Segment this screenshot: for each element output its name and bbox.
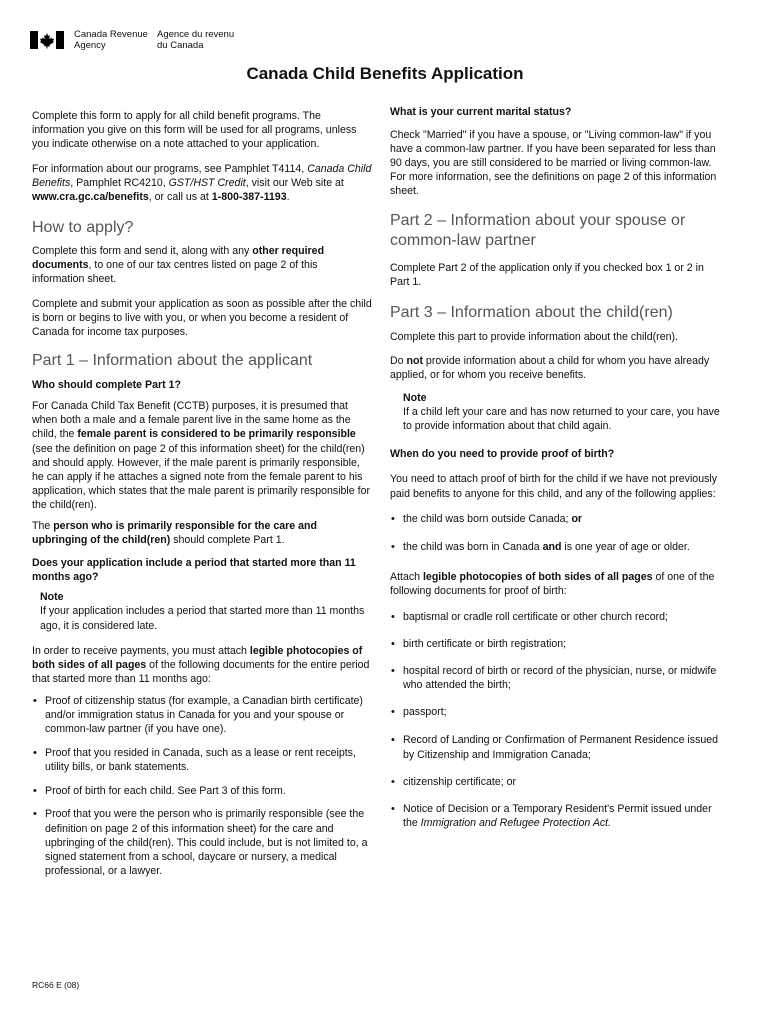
- cond1-or: or: [571, 512, 583, 525]
- order-text-a: In order to receive payments, you must attach: [32, 644, 250, 657]
- marital-heading: What is your current marital status?: [390, 106, 572, 118]
- part1-heading: Part 1 – Information about the applicant: [32, 352, 313, 370]
- cond2-text-c: is one year of age or older.: [561, 540, 690, 553]
- document-title: Canada Child Benefits Application: [246, 64, 524, 83]
- intro-paragraph: Complete this form to apply for all child benefit programs. The information you give on this form will be used for all programs, unless you indicate otherwise on a note attached to your application.: [32, 110, 357, 151]
- order-text-c: of the following documents for the entire period that started more than 11 months ago:: [32, 658, 370, 685]
- part3-heading: Part 3 – Information about the child(ren): [390, 303, 673, 321]
- website-link[interactable]: www.cra.gc.ca/benefits: [32, 191, 149, 204]
- how-to-apply-heading: How to apply?: [32, 218, 134, 236]
- required-documents-list: [32, 694, 372, 878]
- agency-fr-line1: Agence du revenu: [157, 29, 235, 40]
- cond2-and: and: [542, 540, 562, 553]
- list-item: [390, 512, 722, 526]
- act-title: Immigration and Refugee Protection Act.: [420, 816, 612, 829]
- proof-heading: When do you need to provide proof of birth?: [390, 448, 615, 461]
- info-text-e: , visit our Web site at: [245, 177, 344, 190]
- person-text-b: person who is primarily responsible for the care and upbringing of the child(ren): [32, 519, 317, 547]
- right-column: [390, 105, 722, 830]
- person-text-a: The: [32, 519, 54, 532]
- pamphlet-rc4210-title: GST/HST Credit: [168, 177, 246, 190]
- canada-flag-icon: [30, 31, 64, 49]
- form-code: RC66 E (08): [32, 980, 80, 990]
- right-note-text: If a child left your care and has now returned to your care, you have to provide information about that child again.: [403, 406, 720, 433]
- list-item: • Proof that you resided in Canada, such as a lease or rent receipts, utility bills, or bank statements.: [32, 746, 372, 774]
- proof-paragraph: You need to attach proof of birth for the child if we have not previously paid benefits to anyone for this child, and any of the following applies:: [390, 473, 718, 500]
- part3-paragraph: Complete this part to provide information about the child(ren).: [390, 330, 678, 343]
- agency-fr-line2: du Canada: [157, 39, 204, 51]
- cctb-text-a: For Canada Child Tax Benefit (CCTB) purposes, it is presumed that when both a male and a female parent live in the same home as the child, the: [32, 400, 351, 441]
- cond2-text-a: the child was born in Canada: [403, 540, 543, 553]
- info-text-a: For information about our programs, see Pamphlet T4114,: [32, 163, 308, 176]
- info-text-i: .: [286, 191, 290, 204]
- order-paragraph: [32, 644, 372, 686]
- list-item: • hospital record of birth or record of the physician, nurse, or midwife who attended the birth;: [390, 664, 722, 692]
- right-note: [403, 391, 722, 433]
- donot-text-c: provide information about a child for whom you have already applied, or for whom you receive benefits.: [390, 354, 710, 381]
- birth-documents-list: [390, 610, 722, 830]
- cctb-text-c: (see the definition on page 2 of this information sheet) for the child(ren) and should apply. However, if the male parent is primarily responsible, he can apply if he attaches a signed note from the female parent to his application, which states that the male parent is primarily responsible for the child(ren).: [32, 442, 370, 511]
- donot-paragraph: [390, 354, 722, 382]
- info-text-c: , Pamphlet RC4210,: [70, 177, 169, 190]
- part2-heading: Part 2 – Information about your spouse or common-law partner: [390, 211, 686, 249]
- attach-text-a: Attach: [390, 570, 423, 583]
- person-text-c: should complete Part 1.: [170, 534, 285, 547]
- birth-conditions-list: [390, 512, 722, 554]
- list-item: • Proof of birth for each child. See Part 3 of this form.: [32, 784, 372, 798]
- person-paragraph: [32, 519, 372, 547]
- list-item: • Record of Landing or Confirmation of Permanent Residence issued by Citizenship and Immigration Canada;: [390, 733, 722, 761]
- list-item: • citizenship certificate; or: [390, 775, 722, 789]
- phone-number: 1-800-387-1193: [211, 191, 287, 204]
- how1-text-c: , to one of our tax centres listed on page 2 of this information sheet.: [32, 258, 318, 285]
- who-heading: Who should complete Part 1?: [32, 379, 181, 392]
- list-item: • baptismal or cradle roll certificate or other church record;: [390, 610, 722, 624]
- list-item: • passport;: [390, 705, 722, 719]
- info-paragraph: [32, 162, 372, 204]
- how1-text-a: Complete this form and send it, along with any: [32, 244, 253, 257]
- left-column: [32, 105, 372, 878]
- pamphlet-t4114-title: Canada Child Benefits: [32, 163, 372, 190]
- marital-paragraph: Check "Married" if you have a spouse, or "Living common-law" if you have a common-law partner. If you have been separated for less than 90 days, you are still considered to be married or living common-law. For more information, see the definitions on page 2 of this information sheet.: [390, 129, 717, 198]
- cond1-text: the child was born outside Canada;: [403, 512, 572, 525]
- agency-en-line2: Agency: [74, 39, 106, 51]
- list-item: • birth certificate or birth registration;: [390, 637, 722, 651]
- info-text-g: , or call us at: [148, 191, 212, 204]
- agency-name-fr: [157, 30, 234, 51]
- how-paragraph-2: Complete and submit your application as soon as possible after the child is born or begins to live with you, or when you become a resident of Canada for income tax purposes.: [32, 297, 372, 339]
- order-text-b: legible photocopies of both sides of all pages: [32, 644, 363, 671]
- agency-name-en: [74, 30, 148, 51]
- list-item: [390, 540, 722, 554]
- list-item: [390, 802, 722, 830]
- right-note-title: Note: [403, 392, 427, 405]
- donot-text-a: Do: [390, 354, 407, 367]
- attach-paragraph: [390, 570, 722, 598]
- part2-paragraph: Complete Part 2 of the application only if you checked box 1 or 2 in Part 1.: [390, 261, 704, 288]
- agency-en-line1: Canada Revenue: [74, 29, 148, 40]
- left-note-text: If your application includes a period that started more than 11 months ago, it is considered late.: [40, 605, 365, 632]
- cctb-paragraph: [32, 399, 372, 512]
- list-item: • Proof that you were the person who is primarily responsible (see the definition on page 2 of this information sheet) for the care and upbringing of the child(ren). This could include, but is not limited to, a signed statement from a school, daycare or nursery, a medical professional, or a lawyer.: [32, 807, 372, 877]
- how-paragraph-1: [32, 244, 372, 286]
- list-item: • Proof of citizenship status (for example, a Canadian birth certificate) and/or immigration status in Canada for you and your spouse or common-law partner (if you have one).: [32, 694, 372, 736]
- how1-text-b: other required documents: [32, 244, 325, 271]
- attach-text-b: legible photocopies of both sides of all pages: [422, 570, 653, 583]
- last-doc-text: Notice of Decision or a Temporary Resident's Permit issued under the: [403, 802, 712, 829]
- period-heading: Does your application include a period that started more than 11 months ago?: [32, 557, 356, 584]
- left-note-title: Note: [40, 591, 64, 604]
- donot-text-b: not: [406, 354, 423, 367]
- left-note: [40, 590, 372, 632]
- attach-text-c: of one of the following documents for proof of birth:: [390, 570, 715, 597]
- cctb-text-b: female parent is considered to be primarily responsible: [77, 428, 356, 441]
